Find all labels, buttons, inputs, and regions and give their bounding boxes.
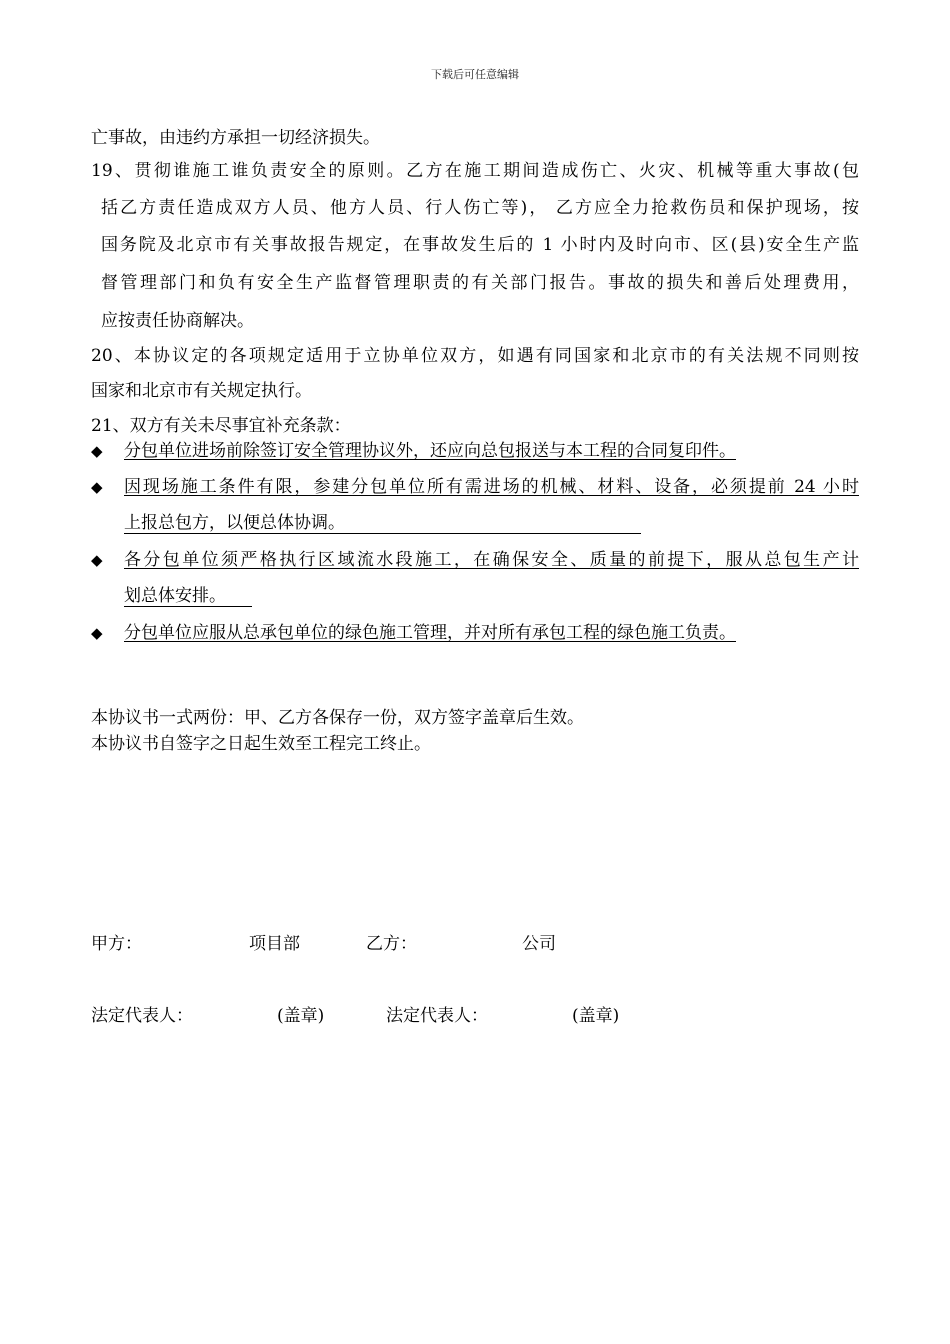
party-a-label: 甲方： (91, 934, 142, 954)
item-20-line: 国家和北京市有关规定执行。 (91, 381, 312, 401)
company-label: 公司 (522, 934, 556, 954)
bullet-icon: ◆ (91, 624, 103, 642)
clause-bullet-3a: 各分包单位须严格执行区域流水段施工，在确保安全、质量的前提下，服从总包生产计 (124, 550, 859, 570)
seal-a-label: (盖章) (277, 1006, 325, 1026)
bullet-icon: ◆ (91, 478, 103, 496)
legal-rep-b-label: 法定代表人： (386, 1006, 488, 1026)
item-21-heading: 21、双方有关未尽事宜补充条款： (91, 416, 351, 436)
bullet-icon: ◆ (91, 551, 103, 569)
page-header: 下载后可任意编辑 (431, 68, 519, 81)
clause-bullet-1: 分包单位进场前除签订安全管理协议外，还应向总包报送与本工程的合同复印件。 (124, 441, 736, 461)
project-dept-label: 项目部 (249, 934, 300, 954)
legal-rep-a-label: 法定代表人： (91, 1006, 193, 1026)
clause-bullet-4: 分包单位应服从总承包单位的绿色施工管理，并对所有承包工程的绿色施工负责。 (124, 623, 736, 643)
clause-bullet-3b: 划总体安排。 (124, 585, 252, 607)
closing-paragraph-1: 本协议书一式两份：甲、乙方各保存一份，双方签字盖章后生效。 (91, 708, 584, 728)
item-19-line: 应按责任协商解决。 (101, 311, 254, 331)
item-20-line: 20、本协议定的各项规定适用于立协单位双方，如遇有同国家和北京市的有关法规不同则按 (91, 346, 859, 366)
clause-bullet-2a: 因现场施工条件有限，参建分包单位所有需进场的机械、材料、设备，必须提前 24 小时 (124, 477, 859, 497)
item-19-line: 国务院及北京市有关事故报告规定，在事故发生后的 1 小时内及时向市、区(县)安全生产监 (101, 235, 859, 255)
party-b-label: 乙方： (366, 934, 417, 954)
item-19-line: 19、贯彻谁施工谁负责安全的原则。乙方在施工期间造成伤亡、火灾、机械等重大事故(包 (91, 161, 859, 181)
bullet-icon: ◆ (91, 442, 103, 460)
item-19-line: 括乙方责任造成双方人员、他方人员、行人伤亡等)， 乙方应全力抢救伤员和保护现场，按 (101, 198, 859, 218)
paragraph-line: 亡事故，由违约方承担一切经济损失。 (91, 128, 380, 148)
closing-paragraph-2: 本协议书自签字之日起生效至工程完工终止。 (91, 734, 431, 754)
seal-b-label: (盖章) (572, 1006, 620, 1026)
item-19-line: 督管理部门和负有安全生产监督管理职责的有关部门报告。事故的损失和善后处理费用， (101, 273, 859, 293)
clause-bullet-2b: 上报总包方，以便总体协调。 (124, 512, 641, 534)
